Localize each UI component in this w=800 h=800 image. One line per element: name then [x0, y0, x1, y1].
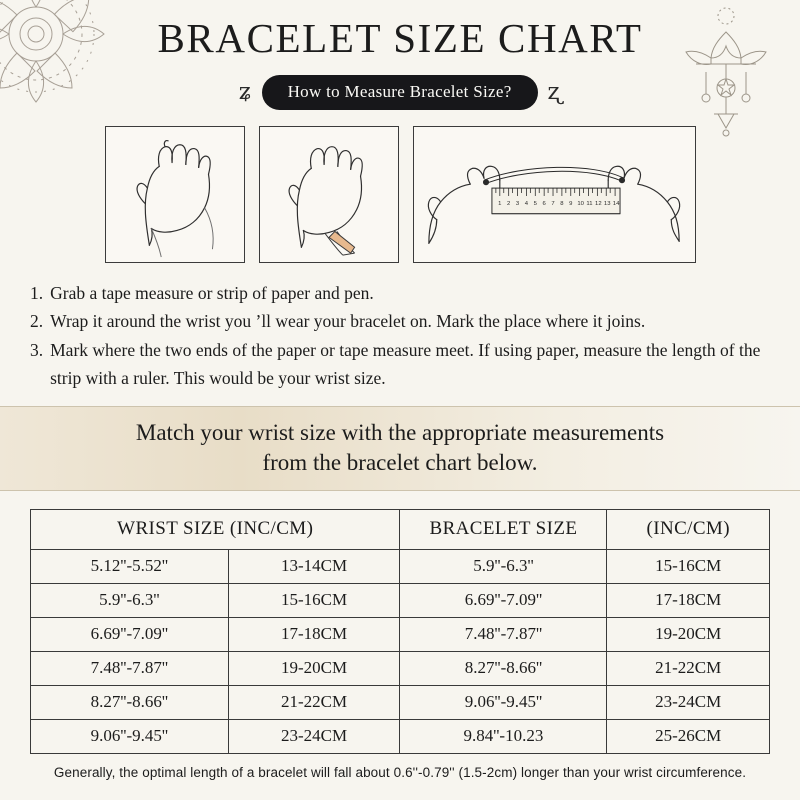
svg-text:7: 7 [550, 200, 555, 207]
table-row [31, 652, 770, 686]
step-number: 3. [30, 339, 44, 360]
svg-text:8: 8 [559, 200, 564, 207]
cell-bracelet-inches: 8.27''-8.66'' [400, 652, 607, 686]
step-number: 1. [30, 283, 44, 303]
cell-bracelet-inches: 9.84''-10.23 [400, 720, 607, 754]
table-row [31, 550, 770, 584]
cell-wrist-inches: 5.9''-6.3'' [31, 584, 229, 618]
footnote: Generally, the optimal length of a bracelet will fall about 0.6''-0.79'' (1.5-2cm) longer than your wrist circumference. [53, 765, 747, 781]
illustration-row [0, 126, 800, 263]
cell-wrist-cm: 13-14CM [228, 550, 400, 584]
cell-bracelet-cm: 19-20CM [607, 618, 770, 652]
cell-bracelet-inches: 7.48''-7.87'' [400, 618, 607, 652]
cell-wrist-cm: 17-18CM [228, 618, 400, 652]
svg-text:5: 5 [533, 200, 537, 207]
cell-wrist-cm: 15-16CM [228, 584, 400, 618]
svg-text:12: 12 [594, 200, 602, 207]
step-number: 2. [30, 311, 44, 332]
cell-wrist-inches: 9.06''-9.45'' [31, 720, 229, 754]
step-text: Mark where the two ends of the paper or tape measure meet. If using paper, measure the length of the strip with a ruler. This would be your wrist size. [50, 339, 761, 389]
svg-text:2: 2 [506, 200, 510, 207]
svg-text:11: 11 [585, 200, 593, 207]
cell-bracelet-cm: 17-18CM [607, 584, 770, 618]
column-header-bracelet-unit: (INC/CM) [607, 510, 770, 550]
table-row [31, 720, 770, 754]
cell-wrist-cm: 23-24CM [228, 720, 400, 754]
flourish-left-icon: ʑ [238, 79, 252, 105]
page-title: BRACELET SIZE CHART [157, 15, 643, 61]
list-item [30, 336, 770, 393]
svg-text:4: 4 [524, 200, 528, 207]
illustration-hands-measuring-with-ruler [413, 126, 696, 263]
cell-bracelet-cm: 23-24CM [607, 686, 770, 720]
svg-text:14: 14 [612, 200, 619, 207]
svg-text:10: 10 [576, 200, 584, 207]
column-header-bracelet-size: BRACELET SIZE [400, 510, 607, 550]
match-banner [0, 406, 800, 491]
table-row [31, 686, 770, 720]
cell-bracelet-inches: 9.06''-9.45'' [400, 686, 607, 720]
illustration-hand-with-paper-strip [259, 126, 399, 263]
svg-text:9: 9 [568, 200, 572, 207]
step-text: Wrap it around the wrist you ’ll wear your bracelet on. Mark the place where it joins. [50, 311, 646, 332]
flourish-right-icon: ʐ [547, 79, 562, 105]
cell-wrist-inches: 7.48''-7.87'' [31, 652, 229, 686]
banner-line-1: Match your wrist size with the appropriate measurements [135, 420, 665, 446]
cell-wrist-inches: 6.69''-7.09'' [31, 618, 229, 652]
svg-text:3: 3 [515, 200, 519, 207]
subtitle-row [0, 75, 800, 110]
cell-wrist-cm: 21-22CM [228, 686, 400, 720]
svg-text:1: 1 [497, 200, 501, 207]
svg-text:13: 13 [603, 200, 611, 207]
instruction-list [30, 279, 770, 392]
list-item [30, 307, 770, 335]
illustration-hand-with-tape-measure-1 [105, 126, 245, 263]
table-header-row [31, 510, 770, 550]
cell-bracelet-inches: 5.9''-6.3'' [400, 550, 607, 584]
cell-bracelet-cm: 21-22CM [607, 652, 770, 686]
column-header-wrist-size: WRIST SIZE (INC/CM) [31, 510, 400, 550]
step-text: Grab a tape measure or strip of paper and pen. [50, 283, 374, 303]
table-row [31, 618, 770, 652]
size-chart-table [30, 509, 770, 754]
subtitle-badge: How to Measure Bracelet Size? [262, 75, 538, 110]
table-row [31, 584, 770, 618]
cell-bracelet-inches: 6.69''-7.09'' [400, 584, 607, 618]
cell-bracelet-cm: 15-16CM [607, 550, 770, 584]
banner-line-2: from the bracelet chart below. [262, 449, 538, 475]
cell-bracelet-cm: 25-26CM [607, 720, 770, 754]
svg-text:6: 6 [542, 200, 546, 207]
list-item [30, 279, 770, 307]
cell-wrist-inches: 5.12''-5.52'' [31, 550, 229, 584]
cell-wrist-inches: 8.27''-8.66'' [31, 686, 229, 720]
cell-wrist-cm: 19-20CM [228, 652, 400, 686]
